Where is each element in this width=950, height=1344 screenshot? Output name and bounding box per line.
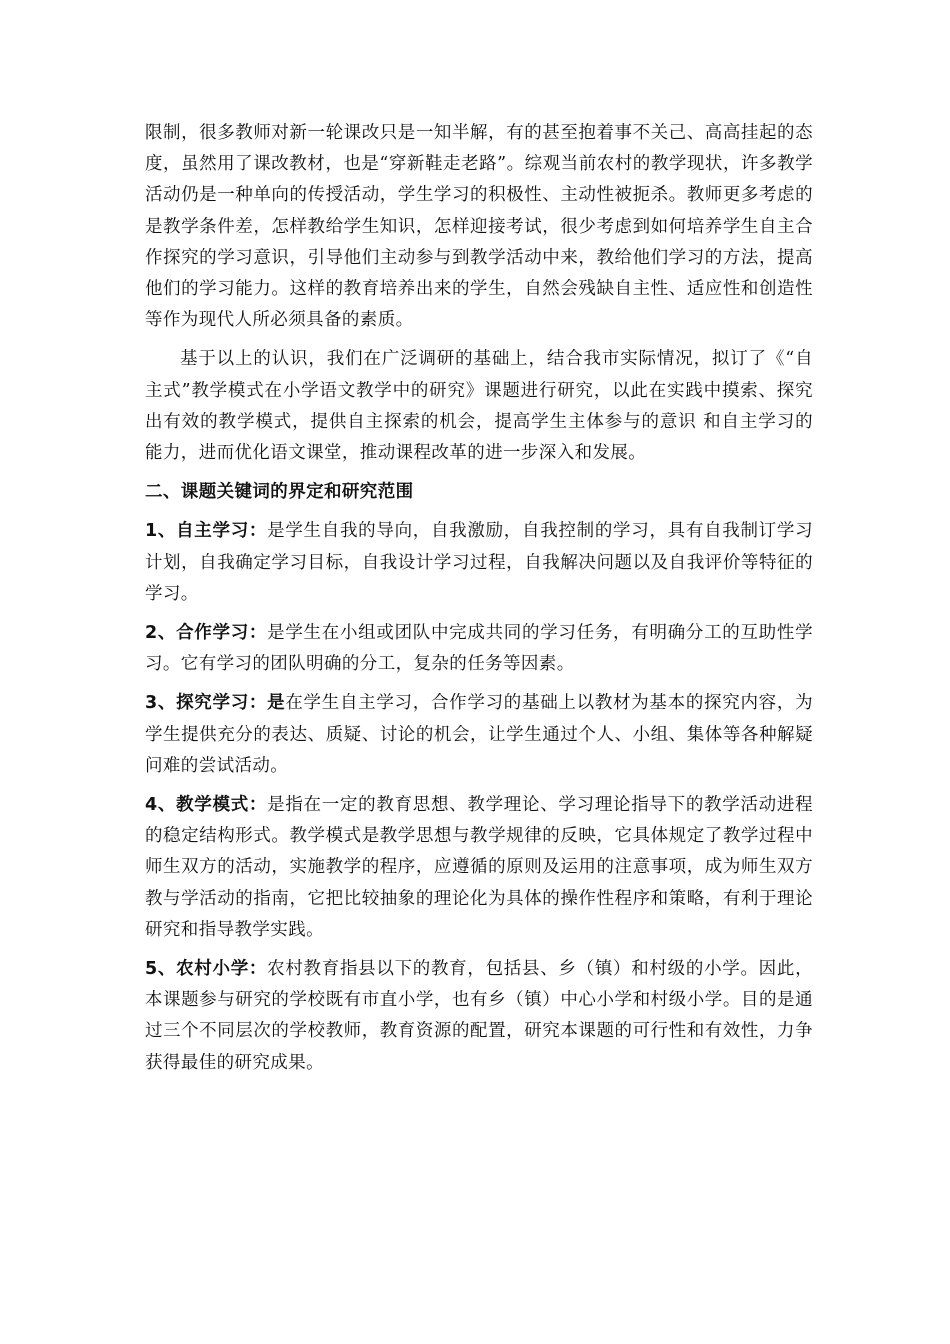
definition-term: 3、探究学习：是 bbox=[145, 693, 286, 714]
definition-text: 农村教育指县以下的教育，包括县、乡（镇）和村级的小学。因此，本课题参与研究的学校既有市直小学，也有乡（镇）中心小学和村级小学。目的是通过三个不同层次的学校教师，教育资源的配置，研究本课题的可行性和有效性，力争获得最佳的研究成果。 bbox=[145, 959, 813, 1073]
definition-text: 是学生在小组或团队中完成共同的学习任务，有明确分工的互助性学习。它有学习的团队明确的分工，复杂的任务等因素。 bbox=[145, 623, 813, 675]
definition-cooperative-learning bbox=[145, 618, 813, 680]
paragraph-research-basis: 基于以上的认识，我们在广泛调研的基础上，结合我市实际情况，拟订了《“自主式”教学模式在小学语文教学中的研究》课题进行研究，以此在实践中摸索、探究出有效的教学模式，提供自主探索的机会，提高学生主体参与的意识 和自主学习的能力，进而优化语文课堂，推动课程改革的进一步深入和发展。 bbox=[145, 349, 813, 464]
definition-term: 4、教学模式： bbox=[145, 795, 268, 816]
document-page bbox=[145, 118, 813, 1087]
definition-text: 是指在一定的教育思想、教学理论、学习理论指导下的教学活动进程的稳定结构形式。教学模式是教学思想与教学规律的反映，它具体规定了教学过程中师生双方的活动，实施教学的程序，应遵循的原则及运用的注意事项，成为师生双方教与学活动的指南，它把比较抽象的理论化为具体的操作性程序和策略，有利于理论研究和指导教学实践。 bbox=[145, 795, 813, 940]
definition-inquiry-learning bbox=[145, 688, 813, 782]
definition-text: 在学生自主学习，合作学习的基础上以教材为基本的探究内容，为学生提供充分的表达、质疑、讨论的机会，让学生通过个人、小组、集体等各种解疑问难的尝试活动。 bbox=[145, 693, 813, 776]
definition-text: 是学生自我的导向，自我激励，自我控制的学习，具有自我制订学习计划，自我确定学习目标，自我设计学习过程，自我解决问题以及自我评价等特征的学习。 bbox=[145, 521, 813, 604]
definition-autonomous-learning bbox=[145, 516, 813, 610]
section-heading: 二、课题关键词的界定和研究范围 bbox=[145, 482, 414, 503]
definition-term: 1、自主学习： bbox=[145, 521, 268, 542]
definition-term: 2、合作学习： bbox=[145, 623, 268, 644]
paragraph-current-situation: 限制，很多教师对新一轮课改只是一知半解，有的甚至抱着事不关己、高高挂起的态度，虽然用了课改教材，也是“穿新鞋走老路”。综观当前农村的教学现状，许多教学活动仍是一种单向的传授活动，学生学习的积极性、主动性被扼杀。教师更多考虑的是教学条件差，怎样教给学生知识，怎样迎接考试，很少考虑到如何培养学生自主合作探究的学习意识，引导他们主动参与到教学活动中来，教给他们学习的方法，提高他们的学习能力。这样的教育培养出来的学生，自然会残缺自主性、适应性和创造性等作为现代人所必须具备的素质。 bbox=[145, 123, 813, 331]
definition-term: 5、农村小学： bbox=[145, 959, 268, 980]
definition-teaching-model bbox=[145, 790, 813, 946]
definition-rural-primary-school bbox=[145, 954, 813, 1079]
